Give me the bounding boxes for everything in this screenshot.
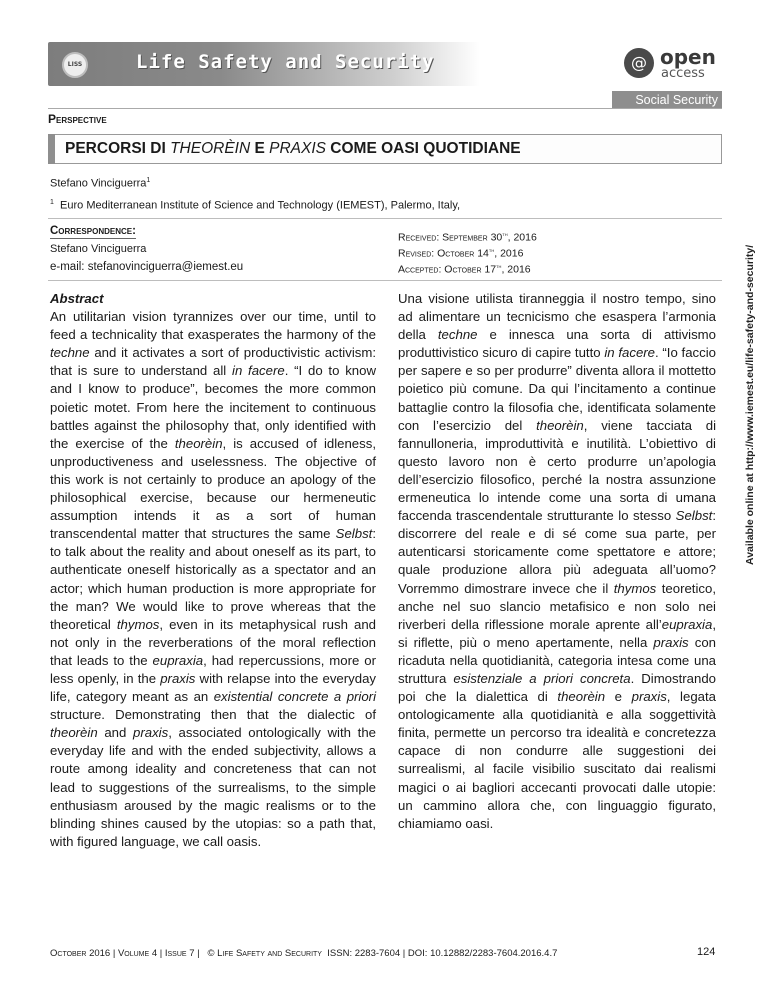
open-access-icon: @: [624, 48, 654, 78]
correspondence-name: Stefano Vinciguerra: [50, 243, 147, 255]
received-date: Received: September 30th, 2016: [398, 231, 537, 244]
abstract-english: [50, 290, 376, 851]
availability-url[interactable]: Available online at http://www.iemest.eu/life-safety-and-security/: [744, 244, 756, 565]
page-number: 124: [697, 946, 716, 958]
abstract-italian-text: Una visione utilista tiranneggia il nostro tempo, sino ad alimentare un tecnicismo che esaspera l’armonia della techne e innesca una sorta di attivismo produttivistico sicuro di capire tutto in facere. “Io faccio per sapere e so per produrre” diventa allora il mottetto poietico più comune. Da qui l’incitamento a continue battaglie contro la filosofia che, identificata solamente con l’esercizio del theorèin, viene tacciata di fannulloneria, improduttività e inutilità. L’obiettivo di questo lavoro non è certo produrre un’apologia dell’esercizio filosofico, perché la nostra assunzione ermeneutica lo intende come una sorta di umana faccenda trascendentale strutturante lo stesso Selbst: discorrere del reale e di sé come sua parte, per autenticarsi storicamente come spettatore e attore; quale produzione allora più adeguata all’uomo? Vorremmo dimostrare invece che il thymos teoretico, anche nel suo slancio metafisico e non solo nei riverberi della riflessione morale aprente all’eupraxia, si riflette, più o meno apertamente, nella praxis con ricaduta nella quotidianità, categoria intesa come una struttura esistenziale a priori concreta. Dimostrando poi che la dialettica di theorèin e praxis, legata ontologicamente alla quotidianità e alla soggettività finita, permette un percorso tra idealità e concretezza capace di non condurre alle suggestioni dei surrealismi, al facile visibilio suscitato dai realismi magici o ai bagliori accecanti provocati dalle utopie: un cammino allora che, con linguaggio figurato, chiamiamo oasi.: [398, 291, 717, 831]
header-rule: [48, 108, 722, 109]
abstract-italian: [398, 290, 716, 833]
abstract-heading: Abstract: [50, 291, 104, 306]
affiliation: $^1$ Euro Mediterranean Institute of Science and Technology (IEMEST), Palermo, Italy,: [50, 199, 461, 212]
accepted-date: Accepted: October 17th, 2016: [398, 263, 531, 276]
article-title: PERCORSI DI THEORÈIN E PRAXIS COME OASI QUOTIDIANE: [65, 140, 521, 157]
revised-date: Revised: October 14th, 2016: [398, 247, 524, 260]
title-box: [48, 134, 722, 164]
author-name: Stefano Vinciguerra$^1$: [50, 177, 151, 190]
article-type: Perspective: [48, 112, 107, 126]
journal-title: Life Safety and Security: [136, 51, 435, 73]
journal-banner: [48, 42, 480, 86]
abstract-text: An utilitarian vision tyrannizes over our time, until to feed a technicality that exasperates the harmony of the techne and it activates a sort of productivistic activism: that is sure to understand all in facere. “I do to know and I know to produce”, becomes the more common poietic motet. From here the incitement to continuous battles against the philosophy that, only identified with the exercise of the theorèin, is accused of idleness, unproductiveness and uselessness. The objective of this work is not certainly to produce an apology of the philosophical exercise, because our hermeneutic assumption intends it as a sort of human transcendental matter that structures the same Selbst: to talk about the reality and about oneself as its part, to authenticate oneself historically as a spectator and an actor; which human production is more appropriate for the man? We would like to prove whereas that the theoretical thymos, even in its metaphysical rush and not only in the reverberations of the moral reflection that leads to the eupraxia, had repercussions, more or less openly, in the praxis with relapse into the everyday life, category meant as an existential concrete a priori structure. Demonstrating then that the dialectic of theorèin and praxis, associated ontologically with the everyday life and with the ended subjectivity, allows a route among ideality and concreteness that can not lead to suggestions of the surrealisms, to the simple enthusiasm aroused by the magic realisms or to the blinding shines caused by the utopias: so a path that, with figured language, we call oasis.: [50, 309, 377, 849]
open-access-access-text: access: [661, 66, 705, 81]
section-tag: Social Security: [612, 91, 722, 109]
correspondence-label: Correspondence:: [50, 225, 136, 237]
correspondence-email[interactable]: e-mail: stefanovinciguerra@iemest.eu: [50, 261, 244, 273]
title-accent-bar: [48, 134, 55, 164]
open-access-open-text: open: [660, 45, 716, 69]
meta-rule: [48, 280, 722, 281]
open-access-logo: [624, 45, 724, 81]
article-dates: [398, 229, 537, 277]
footer-citation: October 2016 | Volume 4 | Issue 7 | © Life Safety and Security ISSN: 2283-7604 | DOI: 10.12882/2283-7604.2016.4.7: [50, 948, 558, 959]
journal-logo: LISS: [62, 52, 88, 78]
affiliation-rule: [48, 218, 722, 219]
